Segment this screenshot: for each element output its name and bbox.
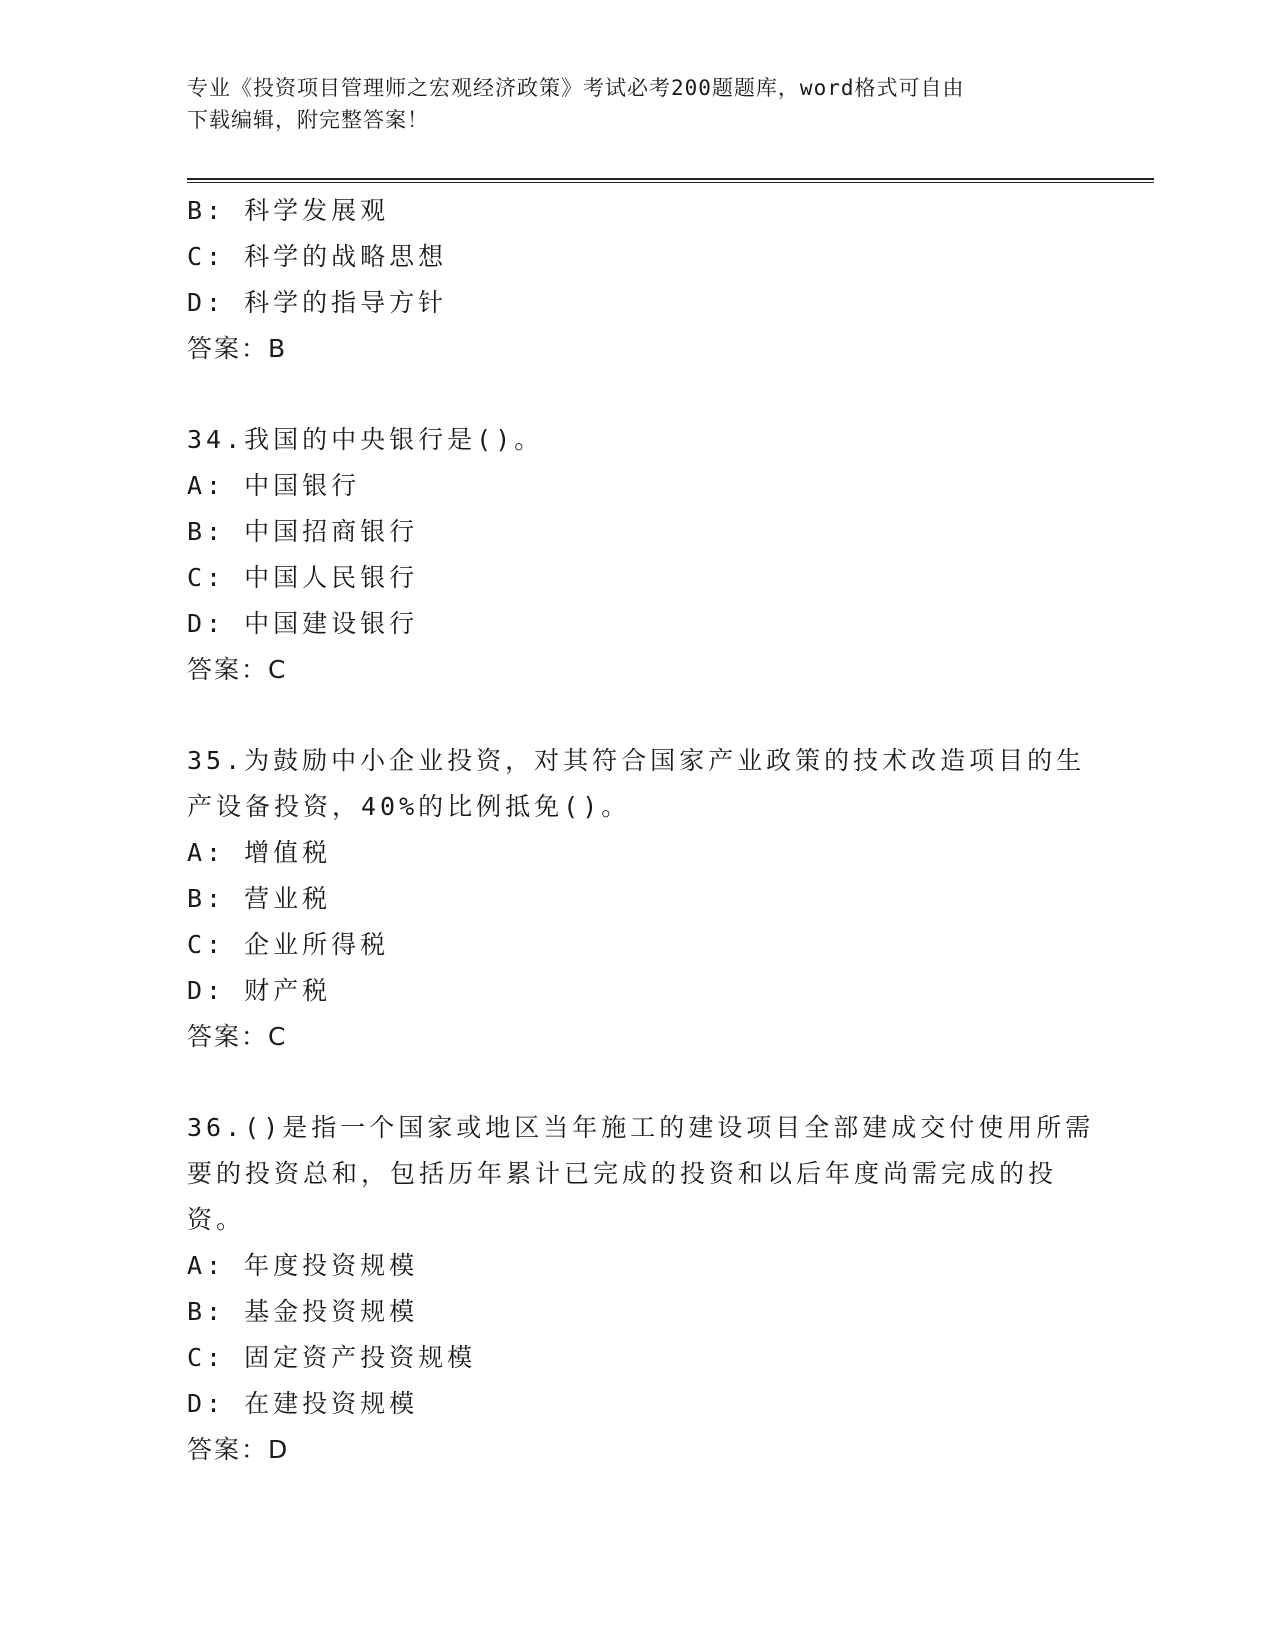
option-b: B: 基金投资规模	[187, 1297, 419, 1326]
option-b: B: 中国招商银行	[187, 517, 419, 546]
option-a: A: 中国银行	[187, 471, 361, 500]
question-list	[187, 188, 1095, 1473]
question-stem-line-2: 要的投资总和，包括历年累计已完成的投资和以后年度尚需完成的投	[187, 1159, 1058, 1188]
option-b: B: 营业税	[187, 884, 332, 913]
option-c: C: 科学的战略思想	[187, 242, 448, 271]
option-c: C: 中国人民银行	[187, 563, 419, 592]
question-35	[187, 738, 1087, 1060]
option-a: A: 增值税	[187, 838, 332, 867]
option-c: C: 企业所得税	[187, 930, 390, 959]
option-d: D: 财产税	[187, 976, 332, 1005]
header-divider	[187, 178, 1154, 183]
question-36	[187, 1105, 1095, 1473]
question-stem-line-3: 资。	[187, 1205, 246, 1234]
question-stem: 34.我国的中央银行是()。	[187, 425, 544, 454]
document-header	[187, 72, 1067, 136]
option-c: C: 固定资产投资规模	[187, 1343, 477, 1372]
question-33	[187, 188, 1087, 372]
header-line-1: 专业《投资项目管理师之宏观经济政策》考试必考200题题库，word格式可自由	[187, 76, 965, 100]
option-d: D: 在建投资规模	[187, 1389, 419, 1418]
header-line-2: 下载编辑，附完整答案！	[187, 108, 429, 132]
option-b: B: 科学发展观	[187, 196, 390, 225]
answer: 答案：B	[187, 334, 288, 363]
option-a: A: 年度投资规模	[187, 1251, 419, 1280]
answer: 答案：C	[187, 655, 288, 684]
option-d: D: 中国建设银行	[187, 609, 419, 638]
question-stem-line-1: 36.()是指一个国家或地区当年施工的建设项目全部建成交付使用所需	[187, 1113, 1095, 1142]
question-stem-line-2: 产设备投资，40%的比例抵免()。	[187, 792, 631, 821]
answer: 答案：D	[187, 1435, 290, 1464]
option-d: D: 科学的指导方针	[187, 288, 448, 317]
answer: 答案：C	[187, 1022, 288, 1051]
question-stem-line-1: 35.为鼓励中小企业投资，对其符合国家产业政策的技术改造项目的生	[187, 746, 1086, 775]
question-34	[187, 417, 1087, 693]
